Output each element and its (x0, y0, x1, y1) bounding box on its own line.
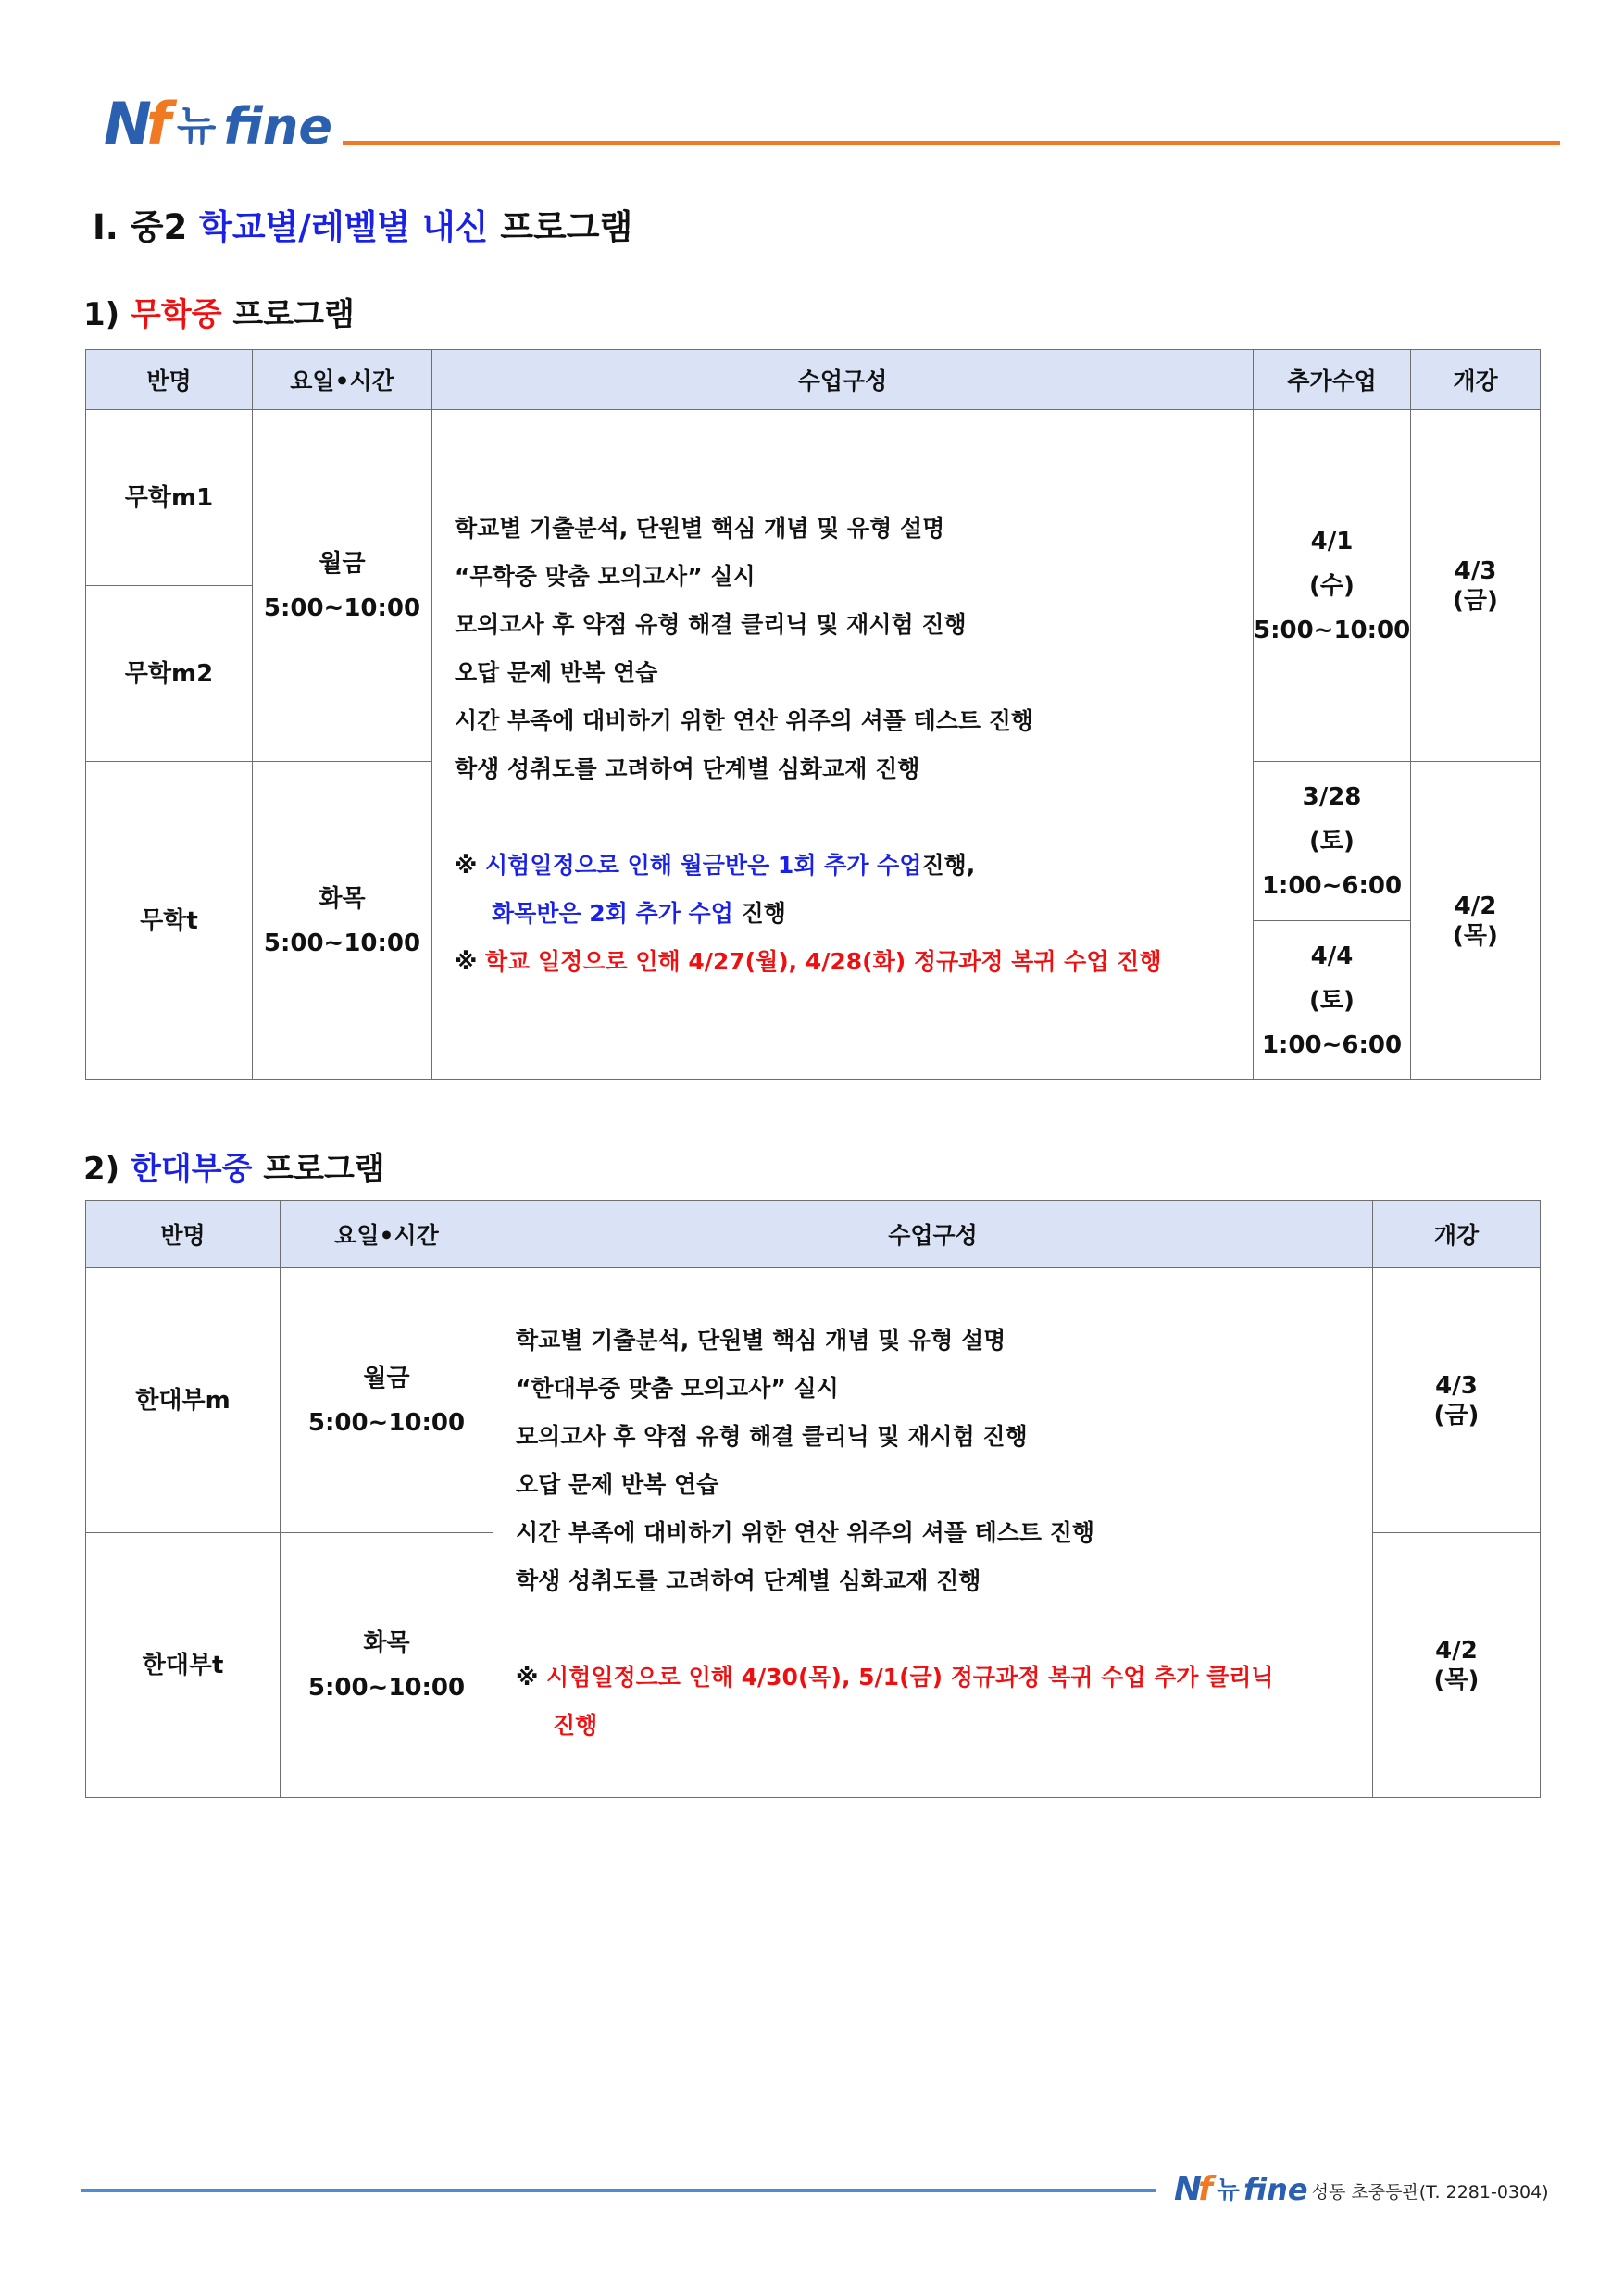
section-1-title: 1) 무학중 프로그램 (83, 296, 355, 333)
col-header-class: 반명 (86, 1201, 281, 1268)
note-school-schedule: ※ 학교 일정으로 인해 4/27(월), 4/28(화) 정규과정 복귀 수업 진행 (455, 947, 1162, 975)
col-header-schedule: 요일•시간 (253, 350, 432, 410)
logo-mark-n: N (104, 90, 146, 157)
note-extra-class-cont: 화목반은 2회 추가 수업 진행 (492, 899, 786, 927)
start-date: 4/2 (목) (1373, 1533, 1541, 1798)
curriculum-description: 학교별 기출분석, 단원별 핵심 개념 및 유형 설명 “무학중 맞춤 모의고사” 실시 모의고사 후 약점 유형 해결 클리닉 및 재시험 진행 오답 문제 반복 연습 시간 부족에 대비하기 위한 연산 위주의 셔플 테스트 진행 학생 성취도를 고려하여 단계별 심화교재 진행 ※ 시험일정으로 인해 월금반은 1회 추가 수업진행, 화목반은 2회 추가 수업 진행 ※ 학교 일정으로 인해 4/27(월), 4/28(화) 정규과정 복귀 수업 진행 (432, 410, 1254, 1080)
section-2-title: 2) 한대부중 프로그램 (83, 1151, 385, 1188)
start-date: 4/3 (금) (1411, 410, 1541, 762)
brand-name-korean: 뉴 (176, 103, 217, 150)
class-name: 한대부t (86, 1533, 281, 1798)
note-school-schedule-cont: 진행 (553, 1711, 598, 1739)
brand-name-english: fine (223, 97, 332, 156)
class-schedule: 월금 5:00~10:00 (281, 1268, 493, 1533)
class-name: 무학m2 (86, 586, 253, 762)
extra-class-date: 3/28 (토) 1:00~6:00 (1254, 762, 1411, 921)
muhak-program-table (85, 349, 1541, 1080)
logo-mark-n: N (1174, 2170, 1199, 2208)
col-header-start-date: 개강 (1373, 1201, 1541, 1268)
table-header-row (86, 1201, 1541, 1268)
col-header-class: 반명 (86, 350, 253, 410)
class-schedule: 화목 5:00~10:00 (281, 1533, 493, 1798)
class-schedule: 월금 5:00~10:00 (253, 410, 432, 762)
start-date: 4/3 (금) (1373, 1268, 1541, 1533)
start-date: 4/2 (목) (1411, 762, 1541, 1080)
brand-name-english: fine (1243, 2172, 1308, 2207)
table-row (86, 1268, 1541, 1533)
curriculum-description: 학교별 기출분석, 단원별 핵심 개념 및 유형 설명 “한대부중 맞춤 모의고사” 실시 모의고사 후 약점 유형 해결 클리닉 및 재시험 진행 오답 문제 반복 연습 시간 부족에 대비하기 위한 연산 위주의 셔플 테스트 진행 학생 성취도를 고려하여 단계별 심화교재 진행 ※ 시험일정으로 인해 4/30(목), 5/1(금) 정규과정 복귀 수업 추가 클리닉 진행 (493, 1268, 1373, 1798)
col-header-start-date: 개강 (1411, 350, 1541, 410)
extra-class-date: 4/4 (토) 1:00~6:00 (1254, 921, 1411, 1080)
class-schedule: 화목 5:00~10:00 (253, 762, 432, 1080)
page-title: Ⅰ. 중2 학교별/레벨별 내신 프로그램 (93, 207, 633, 247)
handaebu-program-table (85, 1200, 1541, 1798)
brand-logo (104, 90, 332, 157)
header-divider (343, 141, 1560, 145)
footer-brand-logo (1174, 2171, 1549, 2208)
note-school-schedule: ※ 시험일정으로 인해 4/30(목), 5/1(금) 정규과정 복귀 수업 추가 클리닉 (516, 1663, 1274, 1691)
class-name: 한대부m (86, 1268, 281, 1533)
col-header-curriculum: 수업구성 (432, 350, 1254, 410)
col-header-schedule: 요일•시간 (281, 1201, 493, 1268)
col-header-extra-class: 추가수업 (1254, 350, 1411, 410)
brand-name-korean: 뉴 (1216, 2177, 1240, 2204)
class-name: 무학t (86, 762, 253, 1080)
note-extra-class: ※ 시험일정으로 인해 월금반은 1회 추가 수업진행, (455, 851, 976, 879)
logo-mark-f: f (1198, 2170, 1213, 2208)
table-header-row (86, 350, 1541, 410)
table-row (86, 410, 1541, 586)
footer-divider (81, 2189, 1156, 2192)
class-name: 무학m1 (86, 410, 253, 586)
col-header-curriculum: 수업구성 (493, 1201, 1373, 1268)
extra-class-date: 4/1 (수) 5:00~10:00 (1254, 410, 1411, 762)
branch-contact: 성동 초중등관(T. 2281-0304) (1311, 2182, 1549, 2202)
logo-mark-f: f (145, 90, 171, 157)
